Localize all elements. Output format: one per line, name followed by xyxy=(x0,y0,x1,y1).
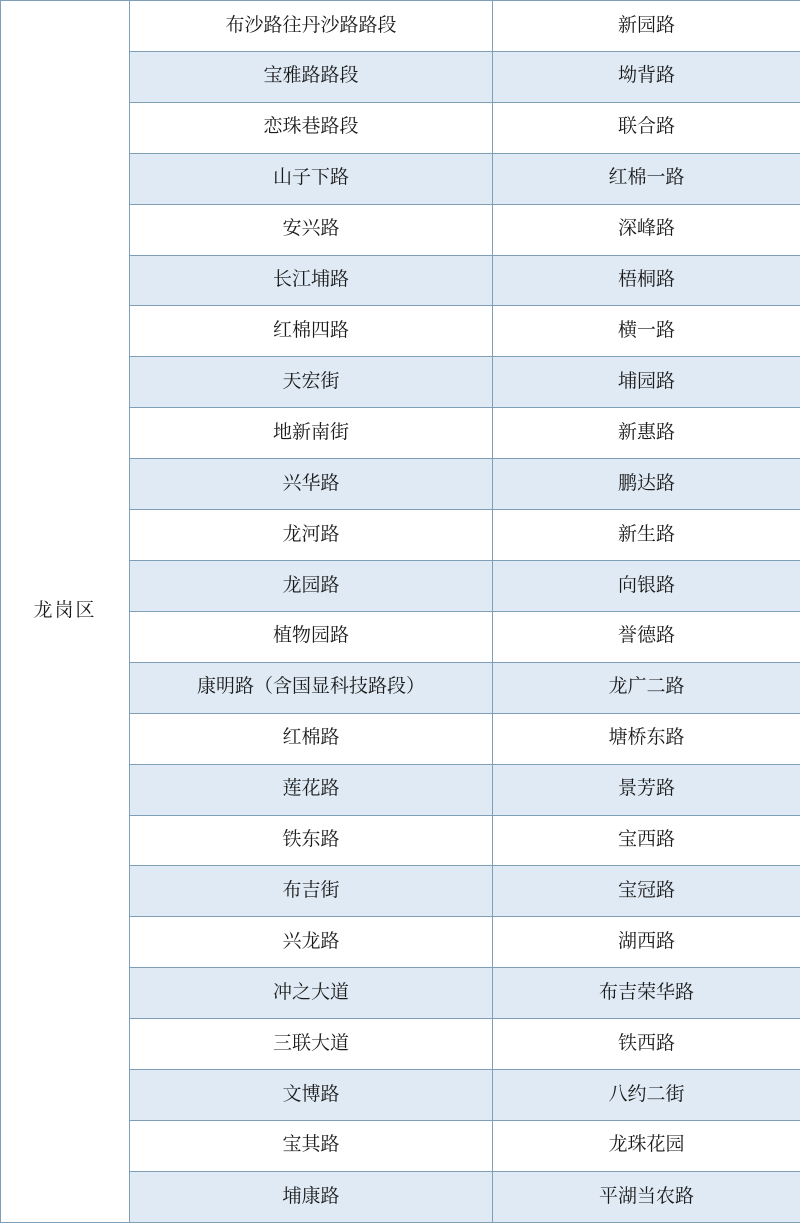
road-table-body xyxy=(1,1,800,1223)
road-name-cell-left: 长江埔路 xyxy=(130,255,493,306)
road-name-cell-right: 景芳路 xyxy=(493,764,800,815)
road-name-cell-left: 埔康路 xyxy=(130,1171,493,1222)
road-name-cell-right: 龙珠花园 xyxy=(493,1120,800,1171)
road-name-cell-left: 地新南街 xyxy=(130,408,493,459)
road-name-cell-right: 铁西路 xyxy=(493,1019,800,1070)
road-name-cell-right: 塘桥东路 xyxy=(493,713,800,764)
road-name-cell-left: 铁东路 xyxy=(130,815,493,866)
road-name-cell-right: 红棉一路 xyxy=(493,153,800,204)
road-name-cell-left: 龙园路 xyxy=(130,560,493,611)
road-name-cell-left: 布沙路往丹沙路路段 xyxy=(130,1,493,52)
road-name-cell-left: 恋珠巷路段 xyxy=(130,102,493,153)
road-name-cell-right: 坳背路 xyxy=(493,51,800,102)
road-name-cell-right: 布吉荣华路 xyxy=(493,968,800,1019)
road-name-cell-right: 平湖当农路 xyxy=(493,1171,800,1222)
road-name-cell-right: 宝西路 xyxy=(493,815,800,866)
road-name-cell-right: 向银路 xyxy=(493,560,800,611)
road-name-cell-right: 深峰路 xyxy=(493,204,800,255)
road-name-cell-right: 龙广二路 xyxy=(493,662,800,713)
road-name-cell-left: 兴华路 xyxy=(130,459,493,510)
road-name-cell-right: 新惠路 xyxy=(493,408,800,459)
road-name-cell-right: 梧桐路 xyxy=(493,255,800,306)
road-name-cell-left: 天宏街 xyxy=(130,357,493,408)
road-name-cell-left: 康明路（含国显科技路段） xyxy=(130,662,493,713)
road-name-cell-right: 横一路 xyxy=(493,306,800,357)
road-name-cell-right: 联合路 xyxy=(493,102,800,153)
road-name-cell-left: 红棉路 xyxy=(130,713,493,764)
road-name-cell-left: 宝雅路路段 xyxy=(130,51,493,102)
road-name-cell-right: 埔园路 xyxy=(493,357,800,408)
road-name-cell-left: 莲花路 xyxy=(130,764,493,815)
road-name-cell-right: 湖西路 xyxy=(493,917,800,968)
road-name-cell-left: 红棉四路 xyxy=(130,306,493,357)
road-name-cell-left: 安兴路 xyxy=(130,204,493,255)
road-name-cell-left: 兴龙路 xyxy=(130,917,493,968)
road-name-cell-right: 宝冠路 xyxy=(493,866,800,917)
road-name-cell-left: 植物园路 xyxy=(130,611,493,662)
road-name-cell-right: 八约二街 xyxy=(493,1070,800,1121)
region-label-cell: 龙岗区 xyxy=(1,1,130,1223)
road-name-cell-right: 誉德路 xyxy=(493,611,800,662)
road-name-cell-left: 文博路 xyxy=(130,1070,493,1121)
road-name-cell-left: 宝其路 xyxy=(130,1120,493,1171)
road-name-cell-left: 布吉街 xyxy=(130,866,493,917)
road-name-cell-left: 三联大道 xyxy=(130,1019,493,1070)
road-name-cell-right: 鹏达路 xyxy=(493,459,800,510)
road-name-cell-left: 山子下路 xyxy=(130,153,493,204)
road-name-cell-left: 龙河路 xyxy=(130,510,493,561)
road-name-cell-left: 冲之大道 xyxy=(130,968,493,1019)
table-row xyxy=(1,1,800,52)
road-name-cell-right: 新生路 xyxy=(493,510,800,561)
road-name-cell-right: 新园路 xyxy=(493,1,800,52)
